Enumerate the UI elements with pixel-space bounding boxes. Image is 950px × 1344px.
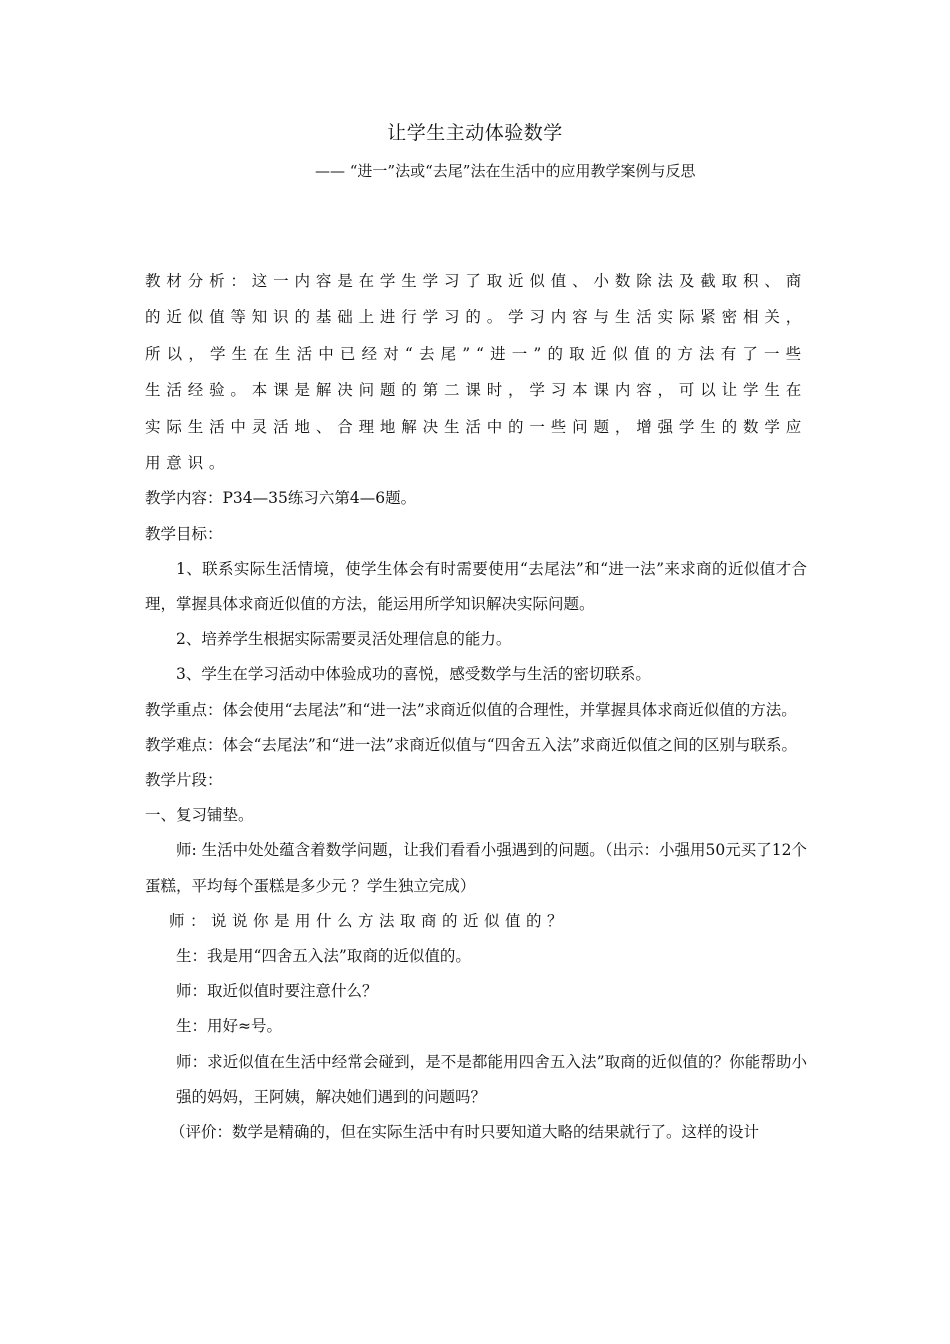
dialog-line: 师：求近似值在生活中经常会碰到，是不是都能用四舍五入法”取商的近似值的？你能帮助小强的妈妈，王阿姨，解决她们遇到的问题吗？ xyxy=(176,1052,807,1106)
dialog-line: 师：说说你是用什么方法取商的近似值的？ xyxy=(169,911,569,930)
teaching-goal-item: 3、学生在学习活动中体验成功的喜悦，感受数学与生活的密切联系。 xyxy=(176,665,651,684)
document-subtitle: —— “进一”法或“去尾”法在生活中的应用教学案例与反思 xyxy=(315,162,696,180)
dialog-line: 师：取近似值时要注意什么？ xyxy=(176,982,378,1001)
teaching-segment-heading: 教学片段： xyxy=(145,771,223,790)
dialog-line: 生：用好≈号。 xyxy=(176,1017,282,1036)
teaching-goal-item: 1、联系实际生活情境，使学生体会有时需要使用“去尾法”和“进一法”来求商的近似值才合理，掌握具体求商近似值的方法，能运用所学知识解决实际问题。 xyxy=(145,559,807,614)
teaching-goals-heading: 教学目标： xyxy=(145,524,223,543)
evaluation-note: （评价：数学是精确的，但在实际生活中有时只要知道大略的结果就行了。这样的设计 xyxy=(170,1123,760,1142)
teaching-goal-item: 2、培养学生根据实际需要灵活处理信息的能力。 xyxy=(176,630,512,649)
document-title: 让学生主动体验数学 xyxy=(387,122,563,144)
teaching-content: 教学内容：P34—35练习六第4—6题。 xyxy=(145,489,417,508)
dialog-line: 生：我是用“四舍五入法”取商的近似值的。 xyxy=(176,947,471,966)
teaching-difficulty: 教学难点：体会“去尾法”和“进一法”求商近似值与“四舍五入法”求商近似值之间的区别与联系。 xyxy=(145,735,798,754)
teaching-key-point: 教学重点：体会使用“去尾法”和“进一法”求商近似值的合理性，并掌握具体求商近似值的方法。 xyxy=(145,700,797,719)
material-analysis-paragraph: 教材分析：这一内容是在学生学习了取近似值、小数除法及截取积、商的近似值等知识的基础上进行学习的。学习内容与生活实际紧密相关，所以，学生在生活中已经对“去尾”“进一”的取近似值的方法有了一些生活经验。本课是解决问题的第二课时，学习本课内容，可以让学生在实际生活中灵活地、合理地解决生活中的一些问题，增强学生的数学应用意识。 xyxy=(145,272,807,473)
dialog-line: 师: 生活中处处蕴含着数学问题，让我们看看小强遇到的问题。（出示：小强用50元买了12个蛋糕，平均每个蛋糕是多少元 ？学生独立完成） xyxy=(145,841,807,895)
document-body xyxy=(145,263,807,1150)
section-heading: 一、复习铺垫。 xyxy=(145,806,254,825)
